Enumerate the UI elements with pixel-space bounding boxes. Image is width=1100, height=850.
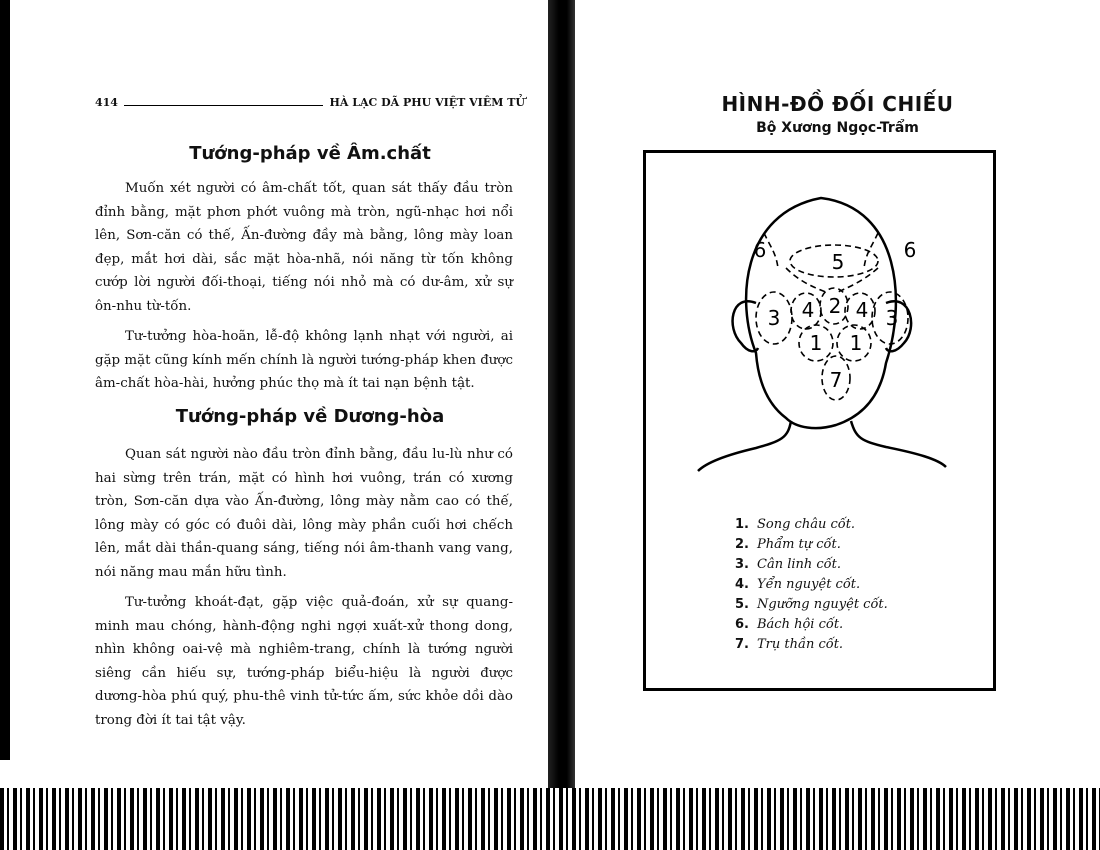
running-head	[95, 96, 525, 109]
legend-item: 7. Trụ thần cốt.	[735, 637, 844, 652]
paragraph: Quan sát người nào đầu tròn đỉnh bằng, đầu lu-lù như có hai sừng trên trán, mặt có hình hơi vuông, trán có xương tròn, Sơn-căn dựa vào Ấn-đường, lông mày nằm cao có thế, lông mày có góc có đuôi dài, lông mày phần cuối hơi chếch lên, mắt dài thần-quang sáng, tiếng nói âm-thanh vang vang, nói năng mau mắn hữu tình.	[95, 447, 513, 580]
section-title-duong-hoa: Tướng-pháp về Dương-hòa	[175, 406, 445, 427]
paragraph: Muốn xét người có âm-chất tốt, quan sát thấy đầu tròn đỉnh bằng, mặt phơn phớt vuông mà tròn, ngũ-nhạc hơi nổi lên, Sơn-căn có thế, Ấn-đường đầy mà bằng, lông mày loan đẹp, mắt hơi dài, sắc mặt hòa-nhã, nói năng từ tốn không cướp lời người đối-thoại, tiếng nói nhỏ mà có dư-âm, xử sự ôn-nhu từ-tốn.	[95, 181, 513, 314]
region-label: 1	[849, 331, 863, 355]
region-label: 6	[753, 238, 767, 262]
header-rule	[124, 105, 324, 106]
legend-item: 2. Phẩm tự cốt.	[735, 537, 841, 552]
region-label: 7	[829, 368, 843, 392]
region-label: 4	[801, 298, 815, 322]
figure-title: HÌNH-ĐỒ ĐỐI CHIẾU	[721, 92, 954, 116]
region-label: 5	[831, 250, 845, 274]
region-label: 2	[828, 294, 842, 318]
region-label: 3	[885, 306, 899, 330]
bone-legend	[735, 515, 935, 655]
section-body-am-chat	[95, 177, 513, 396]
region-label: 6	[903, 238, 917, 262]
paragraph: Tư-tưởng hòa-hoãn, lễ-độ không lạnh nhạt với người, ai gặp mặt cũng kính mến chính là người tướng-pháp khen được âm-chất hòa-hài, hưởng phúc thọ mà ít tai nạn bệnh tật.	[95, 329, 513, 391]
region-label: 4	[855, 298, 869, 322]
paragraph: Tư-tưởng khoát-đạt, gặp việc quả-đoán, xử sự quang-minh mau chóng, hành-động nghi ngợi xuất-xử thong dong, nhìn không oai-vệ mà nghiêm-trang, chính là tướng người siêng cần hiếu sự, tướng-pháp biểu-hiệu là người được dương-hòa phú quý, phu-thê vinh tử-tức ấm, sức khỏe dồi dào trong đời ít tai tật vậy.	[95, 595, 513, 728]
book-gutter	[548, 0, 575, 850]
figure-subtitle: Bộ Xương Ngọc-Trẩm	[756, 120, 919, 136]
legend-item: 4. Yển nguyệt cốt.	[735, 577, 861, 592]
scan-bottom-stripes	[0, 788, 1100, 850]
book-title: HÀ LẠC DÃ PHU VIỆT VIÊM TỬ	[329, 96, 525, 109]
legend-item: 1. Song châu cốt.	[735, 517, 856, 532]
page-number: 414	[95, 96, 118, 109]
legend-item: 3. Cân linh cốt.	[735, 557, 841, 572]
region-label: 3	[767, 306, 781, 330]
section-title-am-chat: Tướng-pháp về Âm.chất	[189, 143, 431, 164]
legend-item: 5. Ngưỡng nguyệt cốt.	[735, 597, 888, 612]
section-body-duong-hoa	[95, 443, 513, 732]
legend-item: 6. Bách hội cốt.	[735, 617, 844, 632]
scan-edge	[0, 0, 10, 760]
region-label: 1	[809, 331, 823, 355]
